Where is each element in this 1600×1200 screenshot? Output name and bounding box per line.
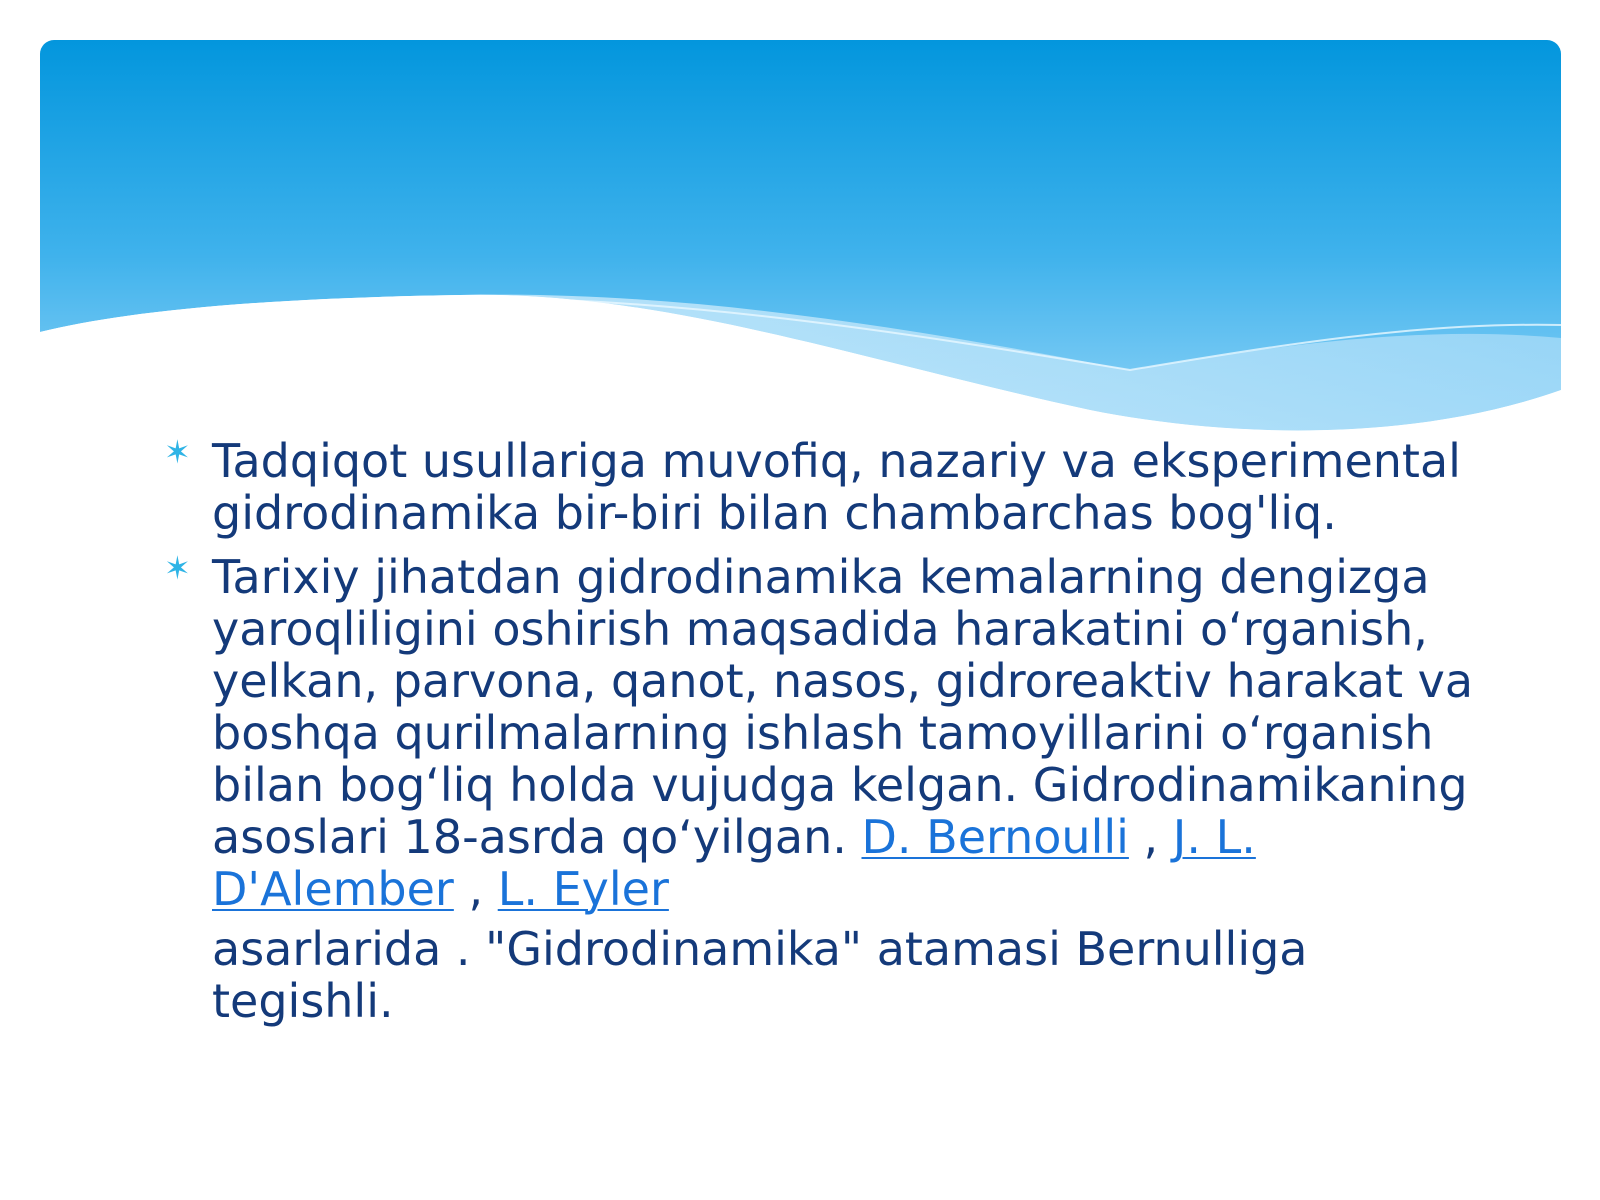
- link-bernoulli[interactable]: D. Bernoulli: [861, 810, 1129, 864]
- link-dalember[interactable]: J. L. D'Alember: [212, 810, 1256, 916]
- separator-1: ,: [1128, 810, 1173, 864]
- bullet-text-1: Tadqiqot usullariga muvofiq, nazariy va eksperimental gidrodinamika bir-biri bilan chambarchas bog'liq.: [212, 434, 1461, 540]
- bullet-item-2: [164, 551, 1494, 1027]
- bullet-text-2-before: Tarixiy jihatdan gidrodinamika kemalarning dengizga yaroqliligini oshirish maqsadida harakatini o‘rganish, yelkan, parvona, qanot, nasos, gidroreaktiv harakat va boshqa qurilmalarning ishlash tamoyillarini o‘rganish bilan bog‘liq holda vujudga kelgan. Gidrodinamikaning asoslari 18-asrda qo‘yilgan.: [212, 550, 1474, 864]
- bullet-item-1: [164, 435, 1494, 539]
- link-eyler[interactable]: L. Eyler: [497, 862, 669, 916]
- bullet-text-2-after: asarlarida . "Gidrodinamika" atamasi Bernulliga tegishli.: [212, 922, 1308, 1028]
- asterisk-bullet-icon: ✶: [164, 433, 191, 471]
- separator-2: ,: [453, 862, 498, 916]
- slide: [40, 40, 1561, 1190]
- wave-header-background: [40, 40, 1561, 460]
- asterisk-bullet-icon: ✶: [164, 549, 191, 587]
- slide-body: [164, 435, 1494, 1039]
